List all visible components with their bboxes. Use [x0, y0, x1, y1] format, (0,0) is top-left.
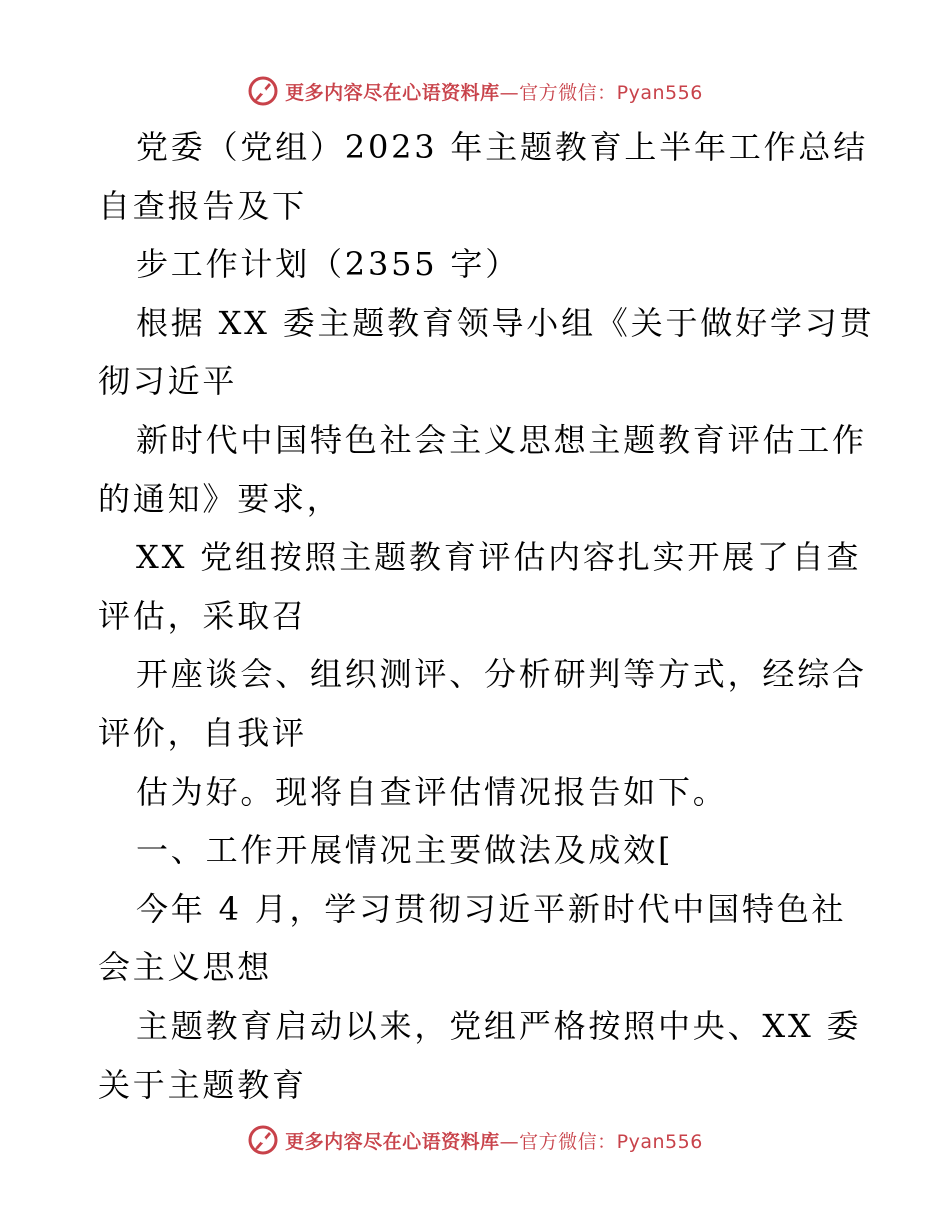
document-line: 评估，采取召: [98, 596, 307, 635]
document-line: 党委（党组）2023 年主题教育上半年工作总结: [136, 128, 869, 166]
document-line: 评价，自我评: [98, 713, 307, 752]
watermark-text-group: [285, 78, 703, 105]
document-line: 开座谈会、组织测评、分析研判等方式，经综合: [136, 655, 867, 694]
footer-watermark: [0, 1120, 950, 1160]
document-line: 估为好。现将自查评估情况报告如下。: [136, 772, 728, 811]
quill-seal-icon: [247, 75, 279, 107]
document-line: 主题教育启动以来，党组严格按照中央、XX 委: [136, 1006, 862, 1045]
watermark-contact: 官方微信：Pyan556: [519, 1130, 703, 1153]
document-line: 步工作计划（2355 字）: [136, 245, 521, 284]
watermark-contact: 官方微信：Pyan556: [519, 81, 703, 104]
document-line: XX 党组按照主题教育评估内容扎实开展了自查: [136, 538, 862, 577]
document-body: [98, 118, 875, 1114]
document-line: 会主义思想: [98, 948, 273, 987]
document-line: 根据 XX 委主题教育领导小组《关于做好学习贯: [136, 303, 875, 342]
watermark-text: 更多内容尽在心语资料库: [285, 1130, 500, 1153]
header-watermark: [0, 71, 950, 111]
watermark-separator: —: [499, 1130, 520, 1153]
document-line: 一、工作开展情况主要做法及成效[: [136, 831, 674, 870]
document-line: 新时代中国特色社会主义思想主题教育评估工作: [136, 420, 867, 459]
document-line: 的通知》要求，: [98, 479, 342, 518]
quill-seal-icon: [247, 1124, 279, 1156]
document-line: 今年 4 月，学习贯彻习近平新时代中国特色社: [136, 889, 847, 928]
document-line: 自查报告及下: [98, 186, 307, 225]
watermark-text-group: [285, 1127, 703, 1154]
document-line: 关于主题教育: [98, 1065, 307, 1104]
document-line: 彻习近平: [98, 362, 238, 401]
watermark-separator: —: [499, 81, 520, 104]
watermark-text: 更多内容尽在心语资料库: [285, 81, 500, 104]
